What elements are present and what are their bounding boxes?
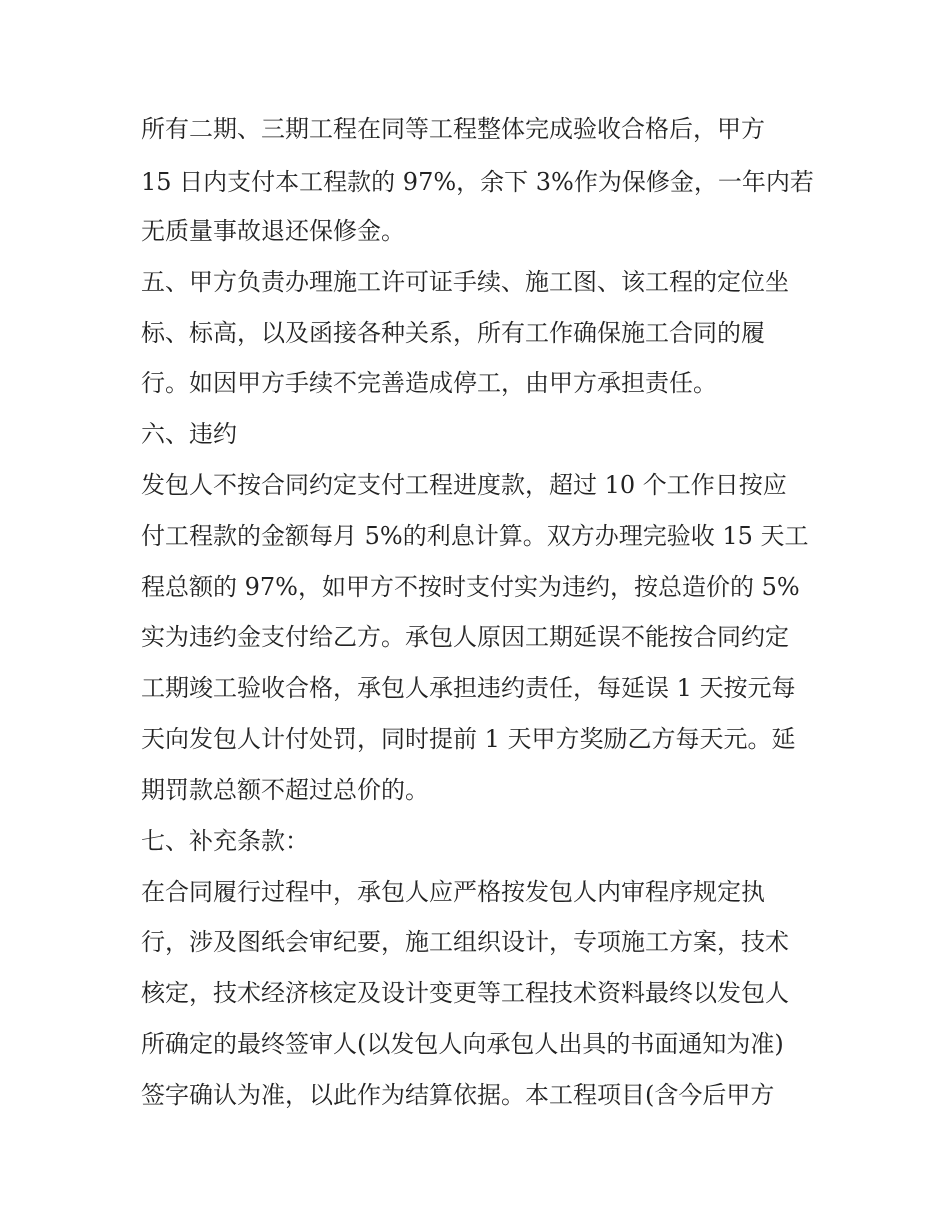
text-line: 工期竣工验收合格，承包人承担违约责任，每延误 1 天按元每 [141,674,796,702]
section-heading: 七、补充条款： [141,827,309,855]
text-line: 15 日内支付本工程款的 97%，余下 3%作为保修金，一年内若 [141,168,814,196]
text-line: 标、标高，以及函接各种关系，所有工作确保施工合同的履 [141,319,765,347]
text-line: 无质量事故退还保修金。 [141,217,405,245]
section-heading: 六、违约 [141,420,237,448]
text-line: 付工程款的金额每月 5%的利息计算。双方办理完验收 15 天工 [141,522,809,550]
text-line: 在合同履行过程中，承包人应严格按发包人内审程序规定执 [141,878,765,906]
text-line: 所确定的最终签审人(以发包人向承包人出具的书面通知为准) [141,1030,784,1058]
text-line: 行，涉及图纸会审纪要，施工组织设计，专项施工方案，技术 [141,928,789,956]
text-line: 行。如因甲方手续不完善造成停工，由甲方承担责任。 [141,369,717,397]
text-line: 所有二期、三期工程在同等工程整体完成验收合格后，甲方 [141,115,765,143]
text-line: 签字确认为准，以此作为结算依据。本工程项目(含今后甲方 [141,1081,775,1109]
text-line: 发包人不按合同约定支付工程进度款，超过 10 个工作日按应 [141,471,787,499]
text-line: 程总额的 97%，如甲方不按时支付实为违约，按总造价的 5% [141,573,800,601]
text-line: 天向发包人计付处罚，同时提前 1 天甲方奖励乙方每天元。延 [141,725,796,753]
text-line: 实为违约金支付给乙方。承包人原因工期延误不能按合同约定 [141,623,789,651]
text-line: 期罚款总额不超过总价的。 [141,776,429,804]
text-line: 五、甲方负责办理施工许可证手续、施工图、该工程的定位坐 [141,268,789,296]
text-line: 核定，技术经济核定及设计变更等工程技术资料最终以发包人 [141,979,789,1007]
